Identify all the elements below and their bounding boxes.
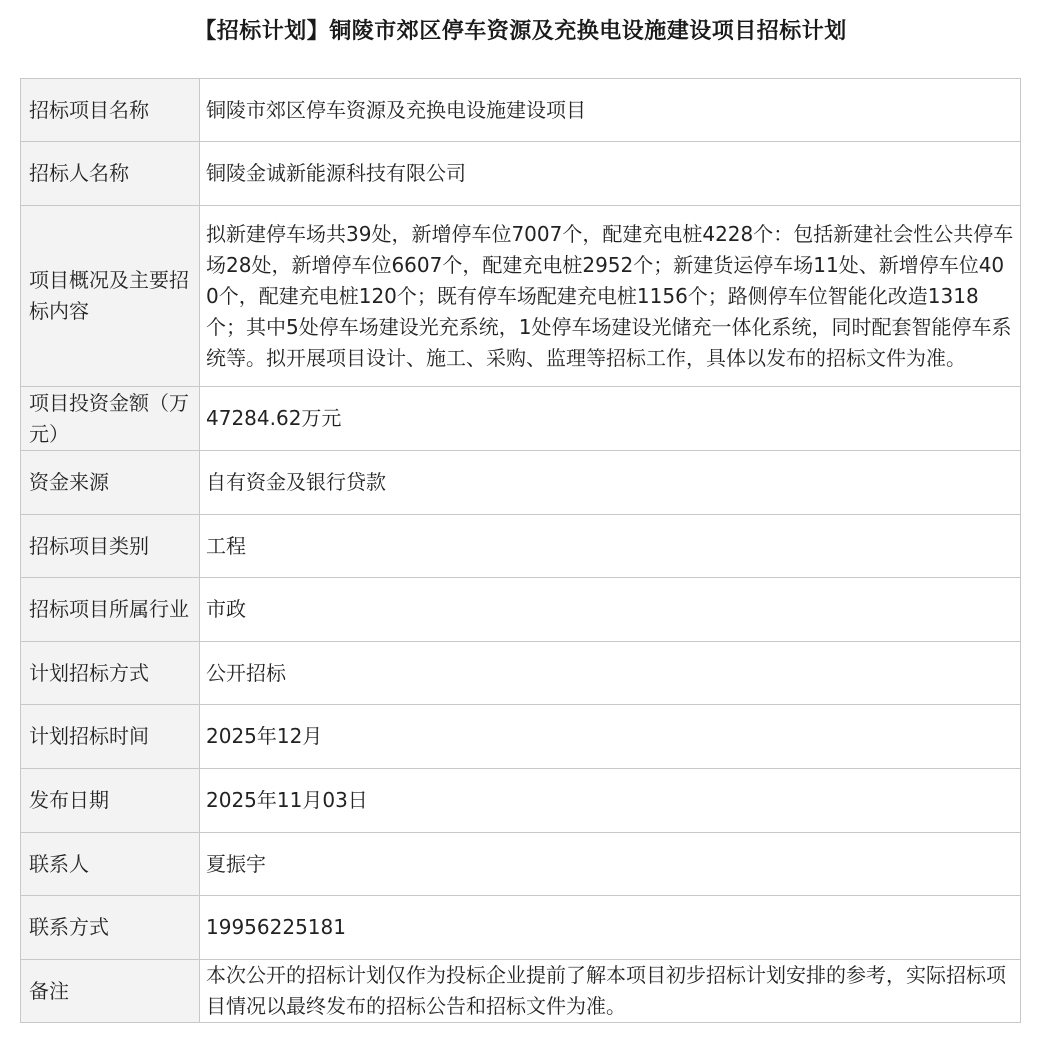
row-label-industry: 招标项目所属行业	[21, 578, 200, 642]
table-row	[21, 642, 1021, 705]
tender-plan-table	[20, 78, 1021, 1023]
table-row	[21, 833, 1021, 896]
row-label-overview: 项目概况及主要招标内容	[21, 206, 200, 387]
row-label-tenderer: 招标人名称	[21, 142, 200, 206]
row-value-contact-phone: 19956225181	[200, 896, 1021, 960]
row-label-fund-source: 资金来源	[21, 451, 200, 515]
table-row	[21, 451, 1021, 515]
row-value-category: 工程	[200, 515, 1021, 578]
row-label-planned-time: 计划招标时间	[21, 705, 200, 769]
table-row	[21, 79, 1021, 142]
table-row	[21, 705, 1021, 769]
row-value-remarks: 本次公开的招标计划仅作为投标企业提前了解本项目初步招标计划安排的参考，实际招标项目情况以最终发布的招标公告和招标文件为准。	[200, 960, 1021, 1023]
table-row	[21, 206, 1021, 387]
row-value-contact-person: 夏振宇	[200, 833, 1021, 896]
row-value-industry: 市政	[200, 578, 1021, 642]
row-label-contact-phone: 联系方式	[21, 896, 200, 960]
row-value-investment: 47284.62万元	[200, 387, 1021, 451]
page-title: 【招标计划】铜陵市郊区停车资源及充换电设施建设项目招标计划	[194, 19, 847, 44]
row-value-overview: 拟新建停车场共39处，新增停车位7007个，配建充电桩4228个：包括新建社会性公共停车场28处，新增停车位6607个，配建充电桩2952个；新建货运停车场11处、新增停车位400个，配建充电桩120个；既有停车场配建充电桩1156个；路侧停车位智能化改造1318个；其中5处停车场建设光充系统，1处停车场建设光储充一体化系统，同时配套智能停车系统等。拟开展项目设计、施工、采购、监理等招标工作，具体以发布的招标文件为准。	[200, 206, 1021, 387]
table-row	[21, 769, 1021, 833]
row-value-tenderer: 铜陵金诚新能源科技有限公司	[200, 142, 1021, 206]
row-value-planned-time: 2025年12月	[200, 705, 1021, 769]
row-value-method: 公开招标	[200, 642, 1021, 705]
row-label-publish-date: 发布日期	[21, 769, 200, 833]
table-row	[21, 142, 1021, 206]
row-label-project-name: 招标项目名称	[21, 79, 200, 142]
row-label-contact-person: 联系人	[21, 833, 200, 896]
table-row	[21, 960, 1021, 1023]
row-value-publish-date: 2025年11月03日	[200, 769, 1021, 833]
table-row	[21, 578, 1021, 642]
table-row	[21, 896, 1021, 960]
row-value-project-name: 铜陵市郊区停车资源及充换电设施建设项目	[200, 79, 1021, 142]
table-row	[21, 387, 1021, 451]
row-label-remarks: 备注	[21, 960, 200, 1023]
row-label-investment: 项目投资金额（万元）	[21, 387, 200, 451]
row-label-category: 招标项目类别	[21, 515, 200, 578]
table-row	[21, 515, 1021, 578]
row-label-method: 计划招标方式	[21, 642, 200, 705]
row-value-fund-source: 自有资金及银行贷款	[200, 451, 1021, 515]
